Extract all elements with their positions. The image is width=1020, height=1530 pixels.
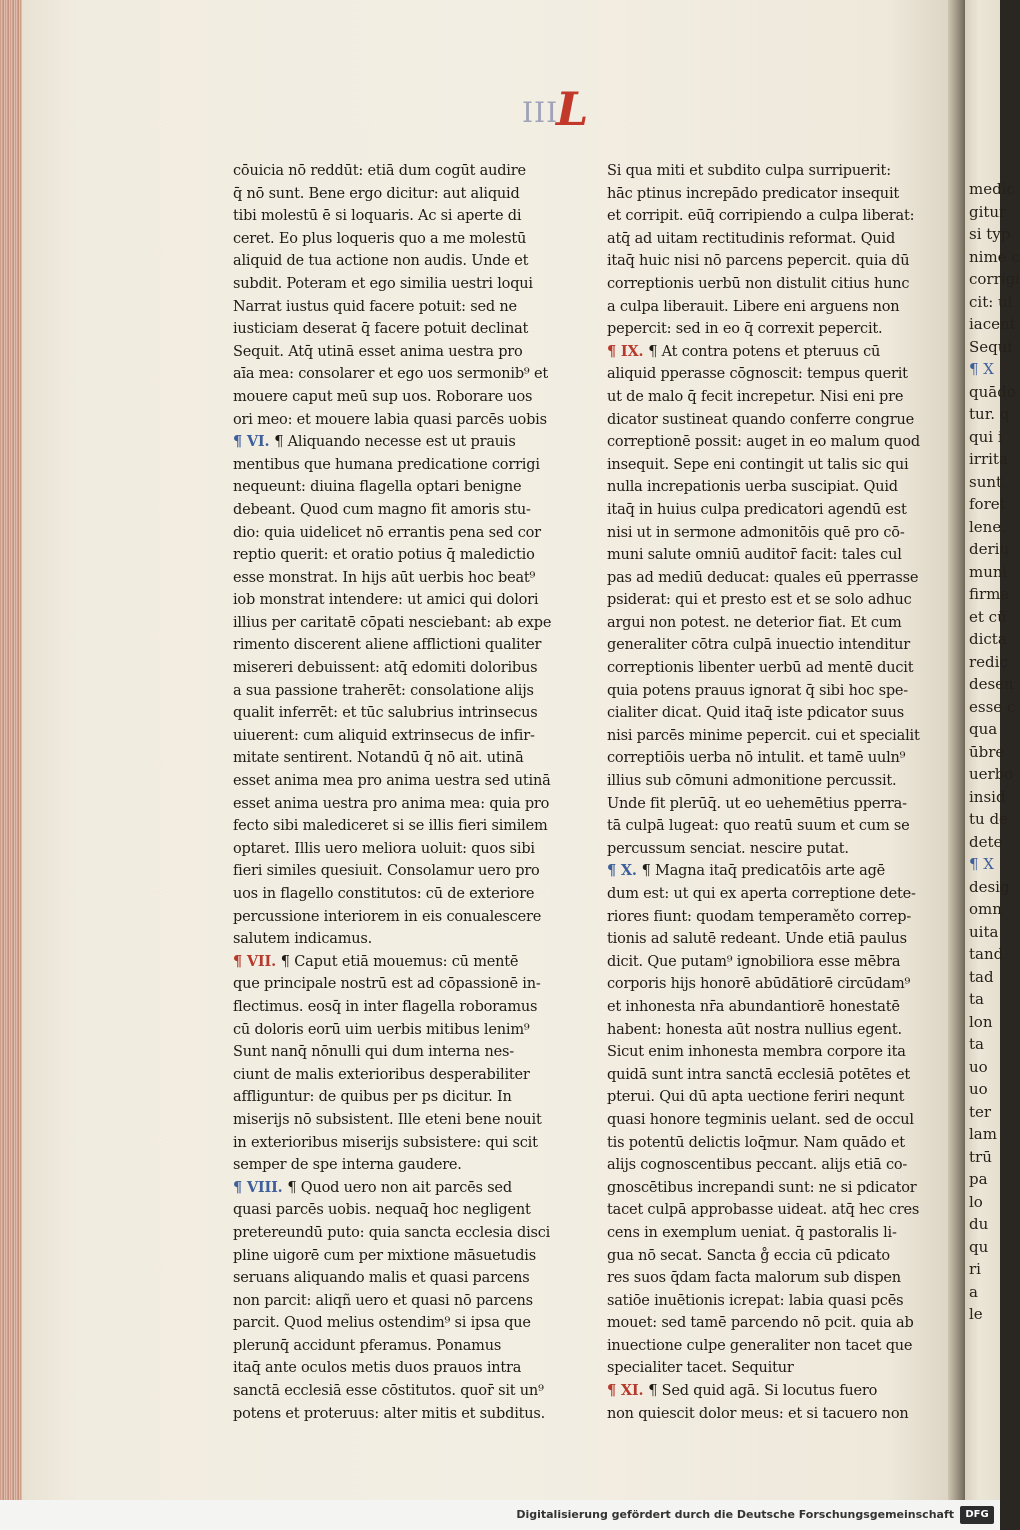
text-line: qualit inferrēt: et tūc salubrius intrinsecus [233, 705, 538, 722]
chapter-rubric-mark: ¶ VII. [233, 952, 281, 970]
text-line: et inhonesta nr̄a abundantiorē honestatē [607, 998, 900, 1015]
text-line: a [969, 1282, 978, 1301]
text-line: affliguntur: de quibus per ps dicitur. In [233, 1089, 512, 1106]
text-line: cū doloris eorū uim uerbis mitibus lenim⁹ [233, 1021, 530, 1038]
text-line: que principale nostrū est ad cōpassionē in- [233, 976, 541, 993]
text-line: tis potentū delictis loq̄mur. Nam quādo et [607, 1134, 905, 1151]
text-line: debeant. Quod cum magno fit amoris stu- [233, 501, 531, 518]
text-line: le [969, 1305, 983, 1323]
running-heading-initial: L [556, 82, 589, 136]
text-line: pas ad mediū deducat: quales eū pperrasse [607, 569, 919, 586]
text-line: iob monstrat intendere: ut amici qui dolori [233, 592, 539, 609]
text-line: medic [969, 180, 1015, 198]
text-line: ciunt de malis exterioribus desperabiliter [233, 1066, 530, 1083]
text-line: pline uigorē cum per mixtione māsuetudis [233, 1247, 536, 1264]
text-line: esse c [969, 697, 1016, 716]
text-line: ri [969, 1260, 981, 1278]
text-line: Sunt nanq̄ nōnulli qui dum interna nes- [233, 1044, 514, 1061]
text-line: dio: quia uidelicet nō errantis pena sed cor [233, 524, 541, 541]
text-line: irrita [969, 450, 1008, 468]
text-line: ta [969, 1035, 984, 1053]
text-line: argui non potest. ne deterior fiat. Et cum [607, 614, 902, 631]
text-line: itaq̄ in huius culpa predicatori agendū est [607, 501, 907, 518]
text-line: nequeunt: diuina flagella optari benigne [233, 479, 522, 496]
text-line: mentibus que humana predicatione corrigi [233, 456, 540, 473]
text-line: Unde fit plerūq̄. ut eo uehemētius pperra- [607, 795, 907, 812]
text-line: firma [969, 585, 1010, 603]
chapter-rubric-mark: ¶ X. [607, 862, 642, 880]
text-line: fieri similes quesiuit. Consolamur uero pro [233, 863, 540, 880]
text-line: habent: honesta aūt nostra nullius egent. [607, 1021, 902, 1038]
text-line: generaliter cōtra culpā inuectio intenditur [607, 637, 911, 654]
text-line: Si qua miti et subdito culpa surripuerit: [607, 163, 891, 179]
text-line: tionis ad salutē redeant. Unde etiā paulus [607, 931, 907, 948]
text-line: aīa mea: consolarer et ego uos sermonib⁹ et [233, 366, 548, 383]
chapter-start-line [607, 1380, 907, 1403]
text-line: desen [969, 675, 1014, 693]
text-line: ut de malo q̄ fecit increpetur. Nisi eni pre [607, 388, 904, 405]
text-line: semper de spe interna gaudere. [233, 1157, 462, 1174]
text-line: tu de [969, 810, 1008, 828]
text-line: trū [969, 1147, 992, 1166]
text-line: cōuicia nō reddūt: etiā dum cogūt audire [233, 163, 526, 179]
chapter-text: ¶ Caput etiā mouemus: cū mentē [280, 953, 519, 970]
text-line: tacet culpā approbasse uideat. atq̄ hec cres [607, 1202, 920, 1219]
text-line: non parcit: aliqñ uero et quasi nō parcens [233, 1292, 533, 1309]
dfg-logo: DFG [960, 1506, 994, 1524]
text-line: et cū [969, 607, 1007, 626]
text-line: illius sub cōmuni admonitione percussit. [607, 773, 897, 790]
text-line: nisi parcēs minime pepercit. cui et specialit [607, 727, 920, 744]
text-line: uos in flagello constitutos: cū de exteriore [233, 886, 535, 902]
text-line: uita [969, 922, 999, 941]
text-line: ¶ X [969, 855, 994, 873]
text-line: ¶ X [969, 360, 994, 378]
text-line: muni [969, 562, 1008, 581]
text-line: insequit. Sepe eni contingit ut talis sic qui [607, 456, 909, 473]
text-line: res suos q̄dam facta malorum sub dispen [607, 1270, 901, 1287]
text-line: in exterioribus miserijs subsistere: qui scit [233, 1134, 538, 1151]
text-line: percussione interiorem in eis conualescere [233, 908, 542, 925]
text-line: seruans aliquando malis et quasi parcens [233, 1270, 530, 1287]
text-line: plerunq̄ accidunt pferamus. Ponamus [233, 1337, 502, 1354]
text-line: quia potens prauus ignorat q̄ sibi hoc spe- [607, 682, 909, 699]
text-line: qui i [969, 427, 1003, 446]
page-edges [0, 0, 24, 1500]
text-line: miserijs nō subsistent. Ille eteni bene nouit [233, 1111, 542, 1128]
text-line: nime c [969, 247, 1020, 266]
text-line: quādo [969, 382, 1016, 401]
chapter-start-line [233, 1177, 533, 1200]
text-line: correptiōis uerba nō intulit. et tamē uuln⁹ [607, 750, 906, 767]
text-line: parcit. Quod melius ostendim⁹ si ipsa que [233, 1315, 531, 1332]
text-line: lene. [969, 517, 1006, 536]
text-line: aliquid de tua actione non audis. Unde et [233, 253, 529, 270]
text-line: atq̄ ad uitam rectitudinis reformat. Quid [607, 230, 896, 247]
text-line: cialiter dicat. Quid itaq̄ iste pdicator suus [607, 705, 905, 722]
left-text-column [233, 160, 552, 1425]
chapter-start-line [233, 431, 533, 454]
text-line: a culpa liberauit. Libere eni arguens non [607, 298, 900, 315]
text-line: hāc ptinus increpādo predicator insequit [607, 185, 900, 202]
text-line: cit: ul [969, 292, 1013, 311]
text-line: itaq̄ huic nisi nō parcens pepercit. quia dū [607, 253, 910, 270]
text-line: uiuerent: cum aliquid extrinsecus de infir- [233, 727, 535, 744]
text-line: ta [969, 990, 984, 1008]
text-line: salutem indicamus. [233, 931, 373, 948]
text-line: reptio querit: et oratio potius q̄ maledictio [233, 547, 535, 564]
chapter-text: ¶ Aliquando necesse est ut prauis [274, 434, 516, 451]
text-line: mouet: sed tamē parcendo nō pcit. quia ab [607, 1315, 914, 1332]
text-line: uerbo [969, 765, 1014, 783]
text-line: satiōe inuētionis icrepat: labia quasi pcēs [607, 1292, 904, 1309]
text-line: pa [969, 1170, 988, 1188]
next-page-edge [965, 0, 1020, 1500]
text-line: sunt [969, 472, 1003, 491]
chapter-text: ¶ Magna itaq̄ predicatōis arte agē [641, 863, 886, 880]
text-line: tibi molestū ē si loquaris. Ac si aperte di [233, 208, 522, 225]
text-line: optaret. Illis uero meliora uoluit: quos sibi [233, 840, 535, 857]
chapter-start-line [607, 341, 907, 364]
text-line: nisi ut in sermone admonitōis quē pro cō- [607, 524, 905, 541]
text-line: lam [969, 1125, 997, 1143]
text-line: tā culpā lugeat: quo reatū suum et cum se [607, 818, 910, 835]
next-page-text [965, 178, 1020, 1326]
text-line: inuectione culpe generaliter non tacet que [607, 1337, 913, 1354]
text-line: Narrat iustus quid facere potuit: sed ne [233, 298, 517, 315]
text-line: ter [969, 1102, 992, 1121]
text-line: dicta [969, 630, 1007, 648]
footer-credit: Digitalisierung gefördert durch die Deutsche Forschungsgemeinschaft [516, 1508, 954, 1521]
text-line: desig [969, 877, 1010, 896]
text-line: non quiescit dolor meus: et si tacuero non [607, 1405, 909, 1422]
text-line: subdit. Poteram et ego similia uestri loqui [233, 275, 533, 292]
text-line: quasi honore tegminis uelant. sed de occul [607, 1111, 914, 1128]
text-line: dete [969, 832, 1003, 851]
text-line: iacent [969, 315, 1016, 333]
text-line: illius per caritatē cōpati nesciebant: ab expe [233, 614, 552, 631]
chapter-text: ¶ Quod uero non ait parcēs sed [287, 1179, 512, 1196]
text-line: fecto sibi malediceret si se illis fieri similem [233, 818, 548, 835]
text-line: si typ [969, 225, 1011, 243]
text-line: esset anima uestra pro anima mea: quia pro [233, 795, 550, 812]
text-line: corrigi [969, 270, 1020, 288]
chapter-start-line [607, 860, 907, 883]
text-line: ori meo: et mouere labia quasi parcēs uobis [233, 411, 547, 428]
text-line: dum est: ut qui ex aperta correptione dete- [607, 886, 916, 902]
text-line: redic [969, 652, 1008, 671]
text-line: sanctā ecclesiā esse cōstitutos. quor̄ sit un⁹ [233, 1383, 544, 1400]
text-line: nulla increpationis uerba suscipiat. Quid [607, 479, 898, 496]
text-line: correptionis uerbū non distulit citius hunc [607, 275, 910, 292]
text-line: uo [969, 1080, 988, 1098]
text-line: mitate sentirent. Notandū q̄ nō ait. utinā [233, 750, 524, 767]
text-line: tand [969, 945, 1004, 963]
chapter-rubric-mark: ¶ XI. [607, 1382, 649, 1400]
text-line: gua nō secat. Sancta g̊ eccia cū pdicato [607, 1247, 890, 1264]
text-line: corporis hijs honorē abūdātiorē circūdam⁹ [607, 976, 911, 993]
running-heading-number: III [522, 96, 559, 129]
text-line: a sua passione traherēt: consolatione alijs [233, 682, 534, 699]
text-line: potens et proteruus: alter mitis et subditus. [233, 1405, 546, 1422]
text-line: qu [969, 1237, 989, 1256]
text-line: gnoscētibus increpandi sunt: ne si pdicator [607, 1179, 917, 1196]
text-line: flectimus. eosq̄ in inter flagella roboramus [233, 998, 538, 1015]
text-line: insid [969, 787, 1006, 806]
text-line: tad [969, 967, 994, 986]
text-line: deriu [969, 540, 1010, 558]
text-line: Sequit. Atq̄ utinā esset anima uestra pro [233, 343, 523, 360]
text-line: dicit. Que putam⁹ ignobiliora esse mēbra [607, 953, 901, 970]
text-line: et corripit. eūq̄ corripiendo a culpa liberat: [607, 208, 915, 225]
text-line: lo [969, 1192, 983, 1211]
text-line: pepercit: sed in eo q̄ correxit pepercit. [607, 321, 883, 338]
text-line: correptionis libenter uerbū ad mentē ducit [607, 660, 914, 677]
text-line: pterui. Qui dū apta uectione feriri nequnt [607, 1089, 905, 1106]
chapter-start-line [233, 951, 533, 974]
right-text-column [607, 160, 920, 1425]
chapter-text: ¶ At contra potens et pteruus cū [648, 343, 881, 360]
text-line: rimento discerent aliene afflictioni qualiter [233, 637, 542, 654]
text-line: ceret. Eo plus loqueris quo a me molestū [233, 230, 527, 247]
text-line: esset anima mea pro anima uestra sed utinā [233, 773, 551, 790]
text-line: cens in exemplum ueniat. q̄ pastoralis li- [607, 1224, 897, 1241]
text-line: specialiter tacet. Sequitur [607, 1360, 794, 1377]
chapter-text: ¶ Sed quid agā. Si locutus fuero [648, 1383, 878, 1400]
text-line: du [969, 1215, 989, 1233]
text-line: quidā sunt intra sanctā ecclesiā potētes et [607, 1066, 911, 1083]
text-line: omn [969, 900, 1002, 918]
text-line: dicator sustineat quando conferre congrue [607, 411, 915, 428]
text-line: Sicut enim inhonesta membra corpore ita [607, 1044, 906, 1061]
text-line: tur. q [969, 405, 1010, 423]
text-line: mouere caput meū sup uos. Roborare uos [233, 388, 533, 405]
text-line: foret [969, 495, 1006, 513]
digitization-footer [0, 1500, 1000, 1530]
text-line: aliquid pperasse cōgnoscit: tempus querit [607, 366, 908, 383]
chapter-rubric-mark: ¶ IX. [607, 342, 649, 360]
text-line: qua [969, 720, 998, 738]
text-line: pretereundū puto: quia sancta ecclesia disci [233, 1224, 551, 1241]
text-line: uo [969, 1057, 988, 1076]
text-line: riores fiunt: quodam temperaměto correp- [607, 908, 912, 925]
text-line: psiderat: qui et presto est et se solo adhuc [607, 592, 912, 609]
chapter-rubric-mark: ¶ VI. [233, 433, 275, 451]
text-line: misereri debuissent: atq̄ edomiti doloribus [233, 660, 538, 677]
text-line: ūbre [969, 742, 1005, 761]
text-line: correptionē possit: auget in eo malum quod [607, 434, 920, 451]
text-line: q̄ nō sunt. Bene ergo dicitur: aut aliquid [233, 185, 520, 202]
text-line: itaq̄ ante oculos metis duos prauos intra [233, 1360, 522, 1377]
text-line: percussum senciat. nescire putat. [607, 840, 849, 857]
text-line: quasi parcēs uobis. nequaq̄ hoc negligent [233, 1202, 531, 1219]
text-line: esse monstrat. In hijs aūt uerbis hoc beat⁹ [233, 569, 536, 586]
text-line: iusticiam deserat q̄ facere potuit declinat [233, 321, 529, 338]
text-line: muni salute omniū auditor̄ facit: tales cul [607, 547, 902, 564]
chapter-rubric-mark: ¶ VIII. [233, 1178, 288, 1196]
text-line: Sequi [969, 337, 1013, 356]
text-line: gitur [969, 202, 1007, 221]
text-line: lon [969, 1012, 993, 1031]
text-line: alijs cognoscentibus peccant. alijs etiā co- [607, 1157, 908, 1174]
